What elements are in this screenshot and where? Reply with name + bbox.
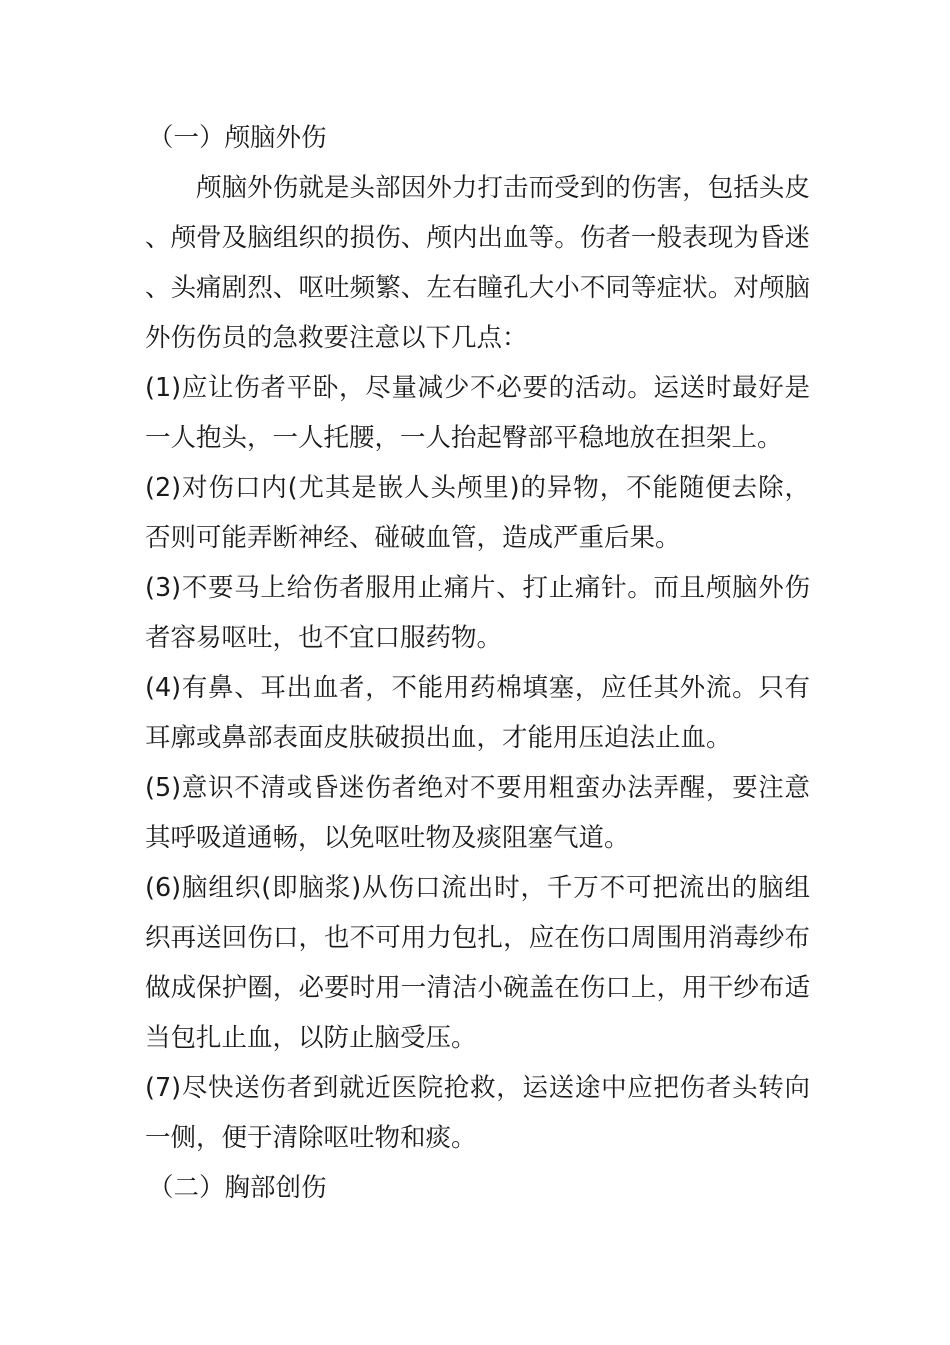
section-heading-head-injury: （一）颅脑外伤 <box>148 123 327 153</box>
list-item-3: (3)不要马上给伤者服用止痛片、打止痛针。而且颅脑外伤者容易呕吐，也不宜口服药物。 <box>145 573 810 653</box>
document-body <box>145 113 810 1213</box>
list-item-6: (6)脑组织(即脑浆)从伤口流出时，千万不可把流出的脑组织再送回伤口，也不可用力包扎，应在伤口周围用消毒纱布做成保护圈，必要时用一清洁小碗盖在伤口上，用干纱布适当包扎止血，以防止脑受压。 <box>145 873 810 1053</box>
intro-paragraph: 颅脑外伤就是头部因外力打击而受到的伤害，包括头皮、颅骨及脑组织的损伤、颅内出血等。伤者一般表现为昏迷、头痛剧烈、呕吐频繁、左右瞳孔大小不同等症状。对颅脑外伤伤员的急救要注意以下几点： <box>145 173 810 353</box>
list-item-1: (1)应让伤者平卧，尽量减少不必要的活动。运送时最好是一人抱头，一人托腰，一人抬起臀部平稳地放在担架上。 <box>145 373 810 453</box>
section-heading-chest-trauma: （二）胸部创伤 <box>148 1173 327 1203</box>
list-item-5: (5)意识不清或昏迷伤者绝对不要用粗蛮办法弄醒，要注意其呼吸道通畅，以免呕吐物及痰阻塞气道。 <box>145 773 810 853</box>
list-item-2: (2)对伤口内(尤其是嵌人头颅里)的异物，不能随便去除，否则可能弄断神经、碰破血管，造成严重后果。 <box>145 473 810 553</box>
list-item-4: (4)有鼻、耳出血者，不能用药棉填塞，应任其外流。只有耳廓或鼻部表面皮肤破损出血，才能用压迫法止血。 <box>145 673 810 753</box>
list-item-7: (7)尽快送伤者到就近医院抢救，运送途中应把伤者头转向一侧，便于清除呕吐物和痰。 <box>145 1073 810 1153</box>
